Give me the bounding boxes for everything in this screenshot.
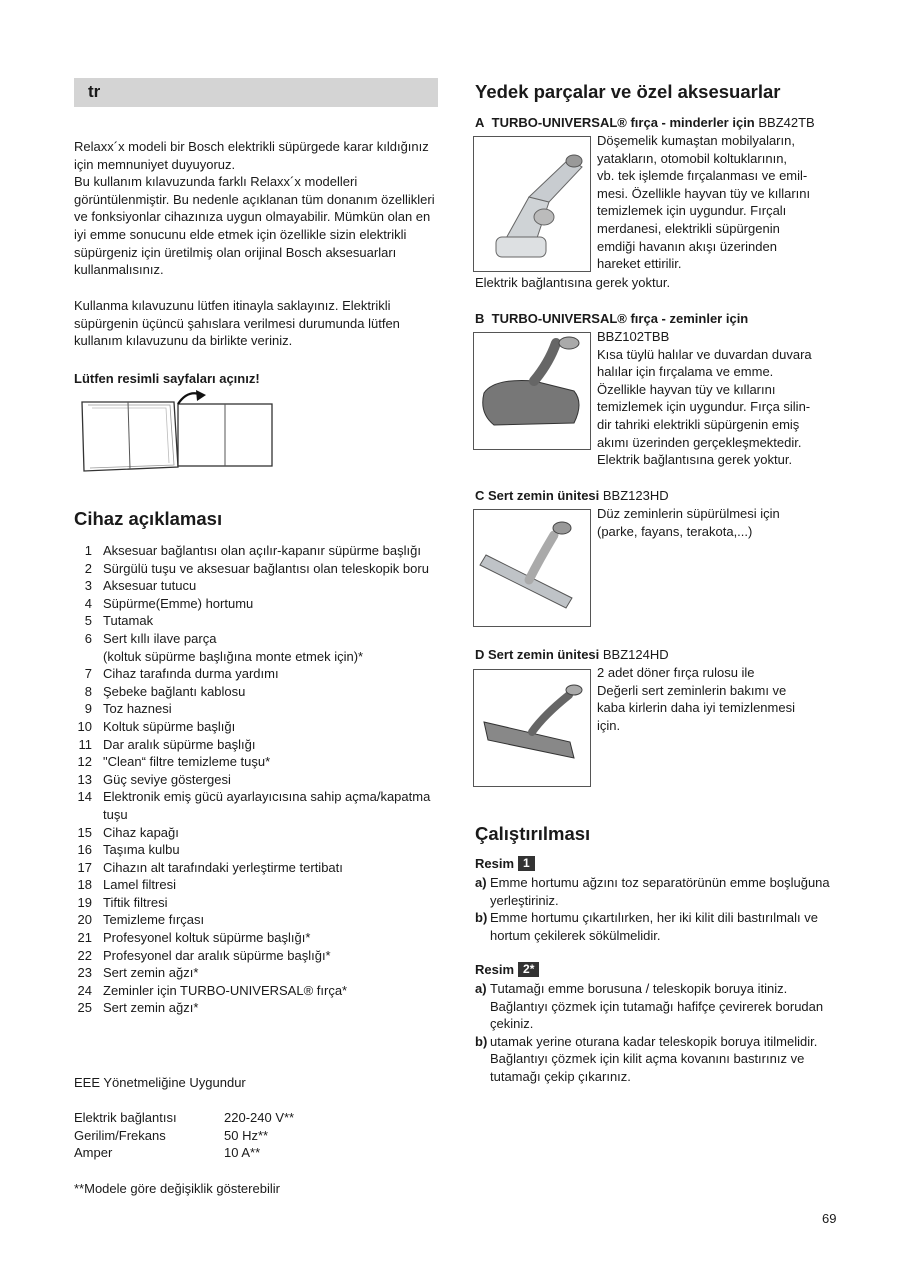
device-part-text: Cihaz kapağı bbox=[103, 824, 179, 840]
folded-pages-illustration bbox=[78, 387, 278, 475]
page-number: 69 bbox=[822, 1211, 837, 1226]
device-part-number: 6 bbox=[84, 630, 92, 646]
device-part-text: Süpürme(Emme) hortumu bbox=[103, 595, 254, 611]
device-part-text: Cihazın alt tarafındaki yerleştirme tertibatı bbox=[103, 859, 343, 875]
device-part-text: Profesyonel koltuk süpürme başlığı* bbox=[103, 930, 311, 946]
part-a-header: A TURBO-UNIVERSAL® fırça - minderler için BBZ42TB bbox=[475, 115, 815, 130]
operation-section-title: Çalıştırılması bbox=[475, 823, 591, 844]
device-part-number: 4 bbox=[84, 595, 92, 611]
device-part-text: Temizleme fırçası bbox=[103, 912, 205, 928]
part-a-note: Elektrik bağlantısına gerek yoktur. bbox=[475, 275, 671, 290]
spec-row: Elektrik bağlantısı 220-240 V** bbox=[74, 1110, 295, 1125]
part-d-description: 2 adet döner fırça rulosu ile Değerli sert zeminlerin bakımı ve kaba kirlerin daha iyi temizlenmesi için. bbox=[597, 665, 795, 733]
device-part-number: 7 bbox=[84, 666, 92, 682]
device-part-item bbox=[74, 560, 438, 578]
language-code: tr bbox=[88, 82, 101, 101]
device-part-item bbox=[74, 665, 438, 683]
device-part-text: Şebeke bağlantı kablosu bbox=[103, 683, 246, 699]
device-part-item bbox=[74, 595, 438, 613]
step-item: a) Tutamağı emme borusuna / teleskopik boruya itiniz. Bağlantıyı çözmek için tutamağı hafifçe çevirerek borudan çekiniz. bbox=[475, 981, 824, 1032]
device-part-number: 13 bbox=[77, 771, 92, 787]
device-part-number: 19 bbox=[77, 894, 92, 910]
step-item: b) Emme hortumu çıkartılırken, her iki kilit dili bastırılmalı ve hortum çekilerek sökülmelidir. bbox=[475, 910, 818, 943]
device-part-text: Zeminler için TURBO-UNIVERSAL® fırça* bbox=[103, 982, 348, 998]
part-a-image bbox=[473, 136, 591, 272]
device-part-text: Aksesuar bağlantısı olan açılır-kapanır süpürme başlığı bbox=[103, 543, 421, 558]
device-part-item bbox=[74, 999, 438, 1017]
part-c-description: Düz zeminlerin süpürülmesi için (parke, fayans, terakota,...) bbox=[597, 506, 780, 539]
device-part-text: "Clean“ filtre temizleme tuşu* bbox=[103, 754, 271, 770]
device-parts-list bbox=[74, 542, 438, 1017]
specs-table bbox=[74, 1109, 438, 1162]
step-item: a) Emme hortumu ağzını toz separatörünün emme boşluğuna yerleştiriniz. bbox=[475, 875, 830, 908]
device-part-item bbox=[74, 876, 438, 894]
intro-paragraph-1: Relaxx´x modeli bir Bosch elektrikli süpürgede karar kıldığınız için memnuniyet duyuyoruz. Bu kullanım kılavuzunda farklı Relaxx´x modelleri görüntülenmiştir. Bu nedenle açıklanan tüm donanım özellikleri ve fonksiyonlar cihazınıza uygun olmayabilir. Mümkün olan en iyi emme sonucunu elde etmek için özellikle sizin elektrikli süpürgeniz için üretilmiş olan orijinal Bosch aksesuarları kullanmalısınız. bbox=[74, 139, 435, 278]
part-b-header: B TURBO-UNIVERSAL® fırça - zeminler için bbox=[475, 311, 749, 326]
device-part-item bbox=[74, 648, 438, 666]
device-part-item bbox=[74, 736, 438, 754]
part-d-header: D Sert zemin ünitesi BBZ124HD bbox=[475, 647, 669, 662]
device-part-text: Elektronik emiş gücü ayarlayıcısına sahip açma/kapatma tuşu bbox=[103, 789, 431, 822]
language-tab bbox=[74, 78, 438, 107]
device-part-item bbox=[74, 771, 438, 789]
device-part-item bbox=[74, 788, 438, 823]
spec-row: Amper 10 A** bbox=[74, 1145, 261, 1161]
device-part-item bbox=[74, 841, 438, 859]
part-c-header: C Sert zemin ünitesi BBZ123HD bbox=[475, 488, 669, 503]
figure-2-badge: 2* bbox=[518, 962, 539, 977]
device-part-item bbox=[74, 911, 438, 929]
parts-section-title: Yedek parçalar ve özel aksesuarlar bbox=[475, 81, 781, 102]
open-pages-note: Lütfen resimli sayfaları açınız! bbox=[74, 371, 260, 386]
device-part-number: 11 bbox=[78, 736, 92, 752]
device-part-number: 23 bbox=[77, 965, 92, 981]
step-item: b) utamak yerine oturana kadar teleskopik boruya itilmelidir. Bağlantıyı çözmek için kilit açma kovanını bastırınız ve tutamağı çekip çıkarınız. bbox=[475, 1033, 818, 1084]
device-section-title: Cihaz açıklaması bbox=[74, 508, 223, 529]
device-part-item bbox=[74, 894, 438, 912]
figure-2-label: Resim 2* bbox=[475, 961, 539, 979]
device-part-text: Tutamak bbox=[103, 613, 154, 629]
figure-1-steps bbox=[475, 874, 835, 944]
device-part-number bbox=[74, 648, 92, 666]
device-part-item bbox=[74, 612, 438, 630]
device-part-text: (koltuk süpürme başlığına monte etmek için)* bbox=[103, 648, 364, 664]
device-part-number: 18 bbox=[77, 877, 92, 893]
device-part-number: 25 bbox=[77, 1000, 92, 1016]
part-d-image bbox=[473, 669, 591, 787]
device-part-text: Toz haznesi bbox=[103, 701, 172, 717]
device-part-item bbox=[74, 718, 438, 736]
device-part-text: Aksesuar tutucu bbox=[103, 578, 197, 594]
device-part-number: 16 bbox=[77, 842, 92, 858]
device-part-text: Sert kıllı ilave parça bbox=[103, 630, 217, 646]
device-part-text: Dar aralık süpürme başlığı bbox=[103, 736, 256, 752]
device-part-number: 20 bbox=[77, 912, 92, 928]
device-part-number: 8 bbox=[84, 683, 92, 699]
device-part-text: Sürgülü tuşu ve aksesuar bağlantısı olan teleskopik boru bbox=[103, 560, 429, 576]
device-part-item bbox=[74, 982, 438, 1000]
device-part-text: Cihaz tarafında durma yardımı bbox=[103, 666, 279, 682]
device-part-text: Güç seviye göstergesi bbox=[103, 771, 231, 787]
device-part-number: 3 bbox=[84, 578, 92, 594]
device-part-number: 1 bbox=[84, 543, 92, 558]
footnote: **Modele göre değişiklik gösterebilir bbox=[74, 1181, 280, 1196]
device-part-number: 10 bbox=[77, 718, 92, 734]
part-b-description: BBZ102TBB Kısa tüylü halılar ve duvardan duvara halılar için fırçalama ve emme. Özellikle hayvan tüy ve kıllarını temizlemek için uygundur. Fırça silin- dir tahriki elektrikli süpürgenin emiş akımı üzerinden gerçekleşmektedir. Elektrik bağlantısına gerek yoktur. bbox=[597, 329, 812, 468]
figure-2-steps bbox=[475, 980, 835, 1086]
device-part-number: 2 bbox=[84, 560, 92, 576]
device-part-text: Sert zemin ağzı* bbox=[103, 1000, 199, 1016]
device-part-item bbox=[74, 700, 438, 718]
device-part-item bbox=[74, 824, 438, 842]
device-part-text: Sert zemin ağzı* bbox=[103, 965, 199, 981]
device-part-text: Taşıma kulbu bbox=[103, 842, 180, 858]
part-c-image bbox=[473, 509, 591, 627]
device-part-item bbox=[74, 929, 438, 947]
part-a-description: Döşemelik kumaştan mobilyaların, yatakların, otomobil koltuklarının, vb. tek işlemde fırçalanması ve emil- mesi. Özellikle hayvan tüy ve kıllarını temizlemek için uygundur. Fırçalı merdanesi, elektrikli süpürgenin emdiği havanın akışı üzerinden hareket ettirilir. bbox=[597, 133, 811, 272]
device-part-item bbox=[74, 947, 438, 965]
device-part-item bbox=[74, 630, 438, 648]
intro-paragraph-2: Kullanma kılavuzunu lütfen itinayla saklayınız. Elektrikli süpürgenin üçüncü şahıslara verilmesi durumunda lütfen kullanım kılavuzunu da birlikte veriniz. bbox=[74, 298, 400, 349]
compliance-text: EEE Yönetmeliğine Uygundur bbox=[74, 1075, 246, 1090]
device-part-number: 24 bbox=[77, 982, 92, 998]
device-part-number: 12 bbox=[77, 754, 92, 770]
device-part-text: Koltuk süpürme başlığı bbox=[103, 718, 236, 734]
device-part-text: Lamel filtresi bbox=[103, 877, 176, 893]
figure-1-badge: 1 bbox=[518, 856, 535, 871]
part-b-image bbox=[473, 332, 591, 450]
device-part-number: 14 bbox=[77, 789, 92, 805]
spec-row: Gerilim/Frekans 50 Hz** bbox=[74, 1127, 269, 1143]
device-part-item bbox=[74, 859, 438, 877]
device-part-text: Tiftik filtresi bbox=[103, 894, 168, 910]
device-part-number: 9 bbox=[84, 701, 92, 717]
figure-1-label: Resim 1 bbox=[475, 855, 535, 873]
device-part-number: 5 bbox=[84, 613, 92, 629]
device-part-item bbox=[74, 683, 438, 701]
device-part-item bbox=[74, 542, 438, 560]
device-part-text: Profesyonel dar aralık süpürme başlığı* bbox=[103, 947, 331, 963]
device-part-number: 21 bbox=[77, 930, 92, 946]
device-part-number: 22 bbox=[77, 947, 92, 963]
device-part-number: 17 bbox=[77, 859, 92, 875]
device-part-number: 15 bbox=[77, 824, 92, 840]
device-part-item bbox=[74, 753, 438, 771]
device-part-item bbox=[74, 577, 438, 595]
device-part-item bbox=[74, 964, 438, 982]
